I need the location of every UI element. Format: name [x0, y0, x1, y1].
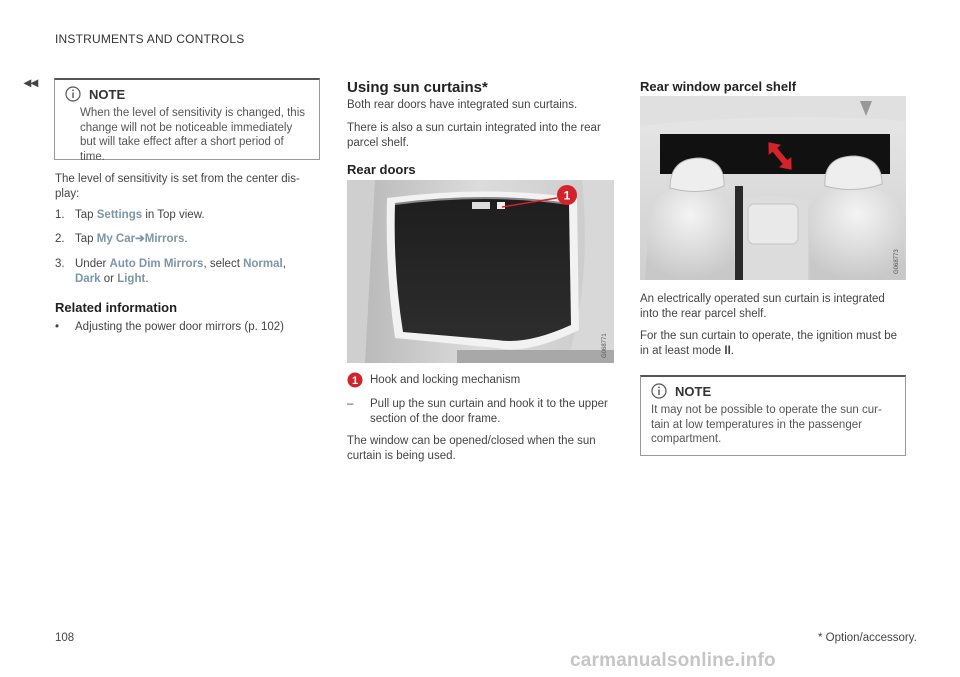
dash-item-text: Pull up the sun curtain and hook it to the upper section of the door frame. [370, 398, 608, 425]
page-number: 108 [55, 632, 75, 644]
step-text: . [145, 272, 149, 285]
step-text: , [282, 258, 286, 270]
dark-link[interactable]: Dark [75, 272, 101, 285]
note-body: When the level of sensitivity is changed, this change will not be noticeable immediately but will take effect after a short period of time. [80, 107, 306, 163]
note-title: NOTE [675, 383, 712, 399]
step-text: or [100, 272, 118, 285]
light-link[interactable]: Light [117, 272, 146, 285]
my-car-link[interactable]: My Car [96, 233, 136, 245]
ignition-mode: II [724, 344, 731, 357]
step-text: , select [203, 258, 244, 270]
image-code: G068773 [894, 249, 900, 274]
callout-icon [347, 372, 363, 388]
callout-icon-number: 1 [351, 375, 359, 387]
subsection-title: Rear doors [347, 162, 416, 177]
bullet-icon: • [55, 321, 60, 333]
step-text: Tap [75, 209, 97, 221]
callout-number: 1 [563, 188, 571, 203]
intro-text: The level of sensitivity is set from the center dis- play: [55, 173, 300, 200]
paragraph-text: For the sun curtain to operate, the ignition must be in at least mode [640, 330, 897, 357]
step-number: 1. [55, 209, 65, 221]
step-number: 3. [55, 258, 65, 270]
normal-link[interactable]: Normal [243, 258, 283, 270]
related-link[interactable]: Adjusting the power door mirrors (p. 102) [75, 321, 285, 333]
note-header [55, 80, 319, 104]
rear-door-sun-curtain-image [347, 180, 614, 363]
step-1 [55, 208, 320, 223]
arrow-right-icon: ➔ [135, 233, 145, 245]
related-info-title: Related information [55, 300, 178, 315]
step-2 [55, 232, 320, 247]
watermark: carmanualsonline.info [570, 650, 776, 671]
dash-bullet: – [347, 398, 354, 410]
section-title: Rear window parcel shelf [640, 79, 797, 94]
paragraph: Both rear doors have integrated sun curtains. [347, 99, 578, 111]
paragraph: There is also a sun curtain integrated into the rear parcel shelf. [347, 122, 601, 149]
dash-list-item [347, 397, 615, 426]
note-box [640, 375, 906, 456]
note-header [641, 377, 905, 401]
note-box [54, 78, 320, 163]
rear-parcel-shelf-image [640, 96, 906, 280]
note-body: It may not be possible to operate the sun cur- tain at low temperatures in the passenger compartment. [651, 404, 882, 445]
step-text: . [184, 233, 188, 245]
image-code: G068771 [602, 333, 608, 358]
paragraph: The window can be opened/closed when the sun curtain is being used. [347, 435, 596, 462]
footnote: * Option/accessory. [818, 632, 917, 644]
mirrors-link[interactable]: Mirrors [144, 233, 185, 245]
back-navigation-icon[interactable]: ◂◂ [24, 74, 39, 90]
step-3 [55, 257, 320, 286]
callout-label: Hook and locking mechanism [370, 374, 521, 386]
auto-dim-mirrors-link[interactable]: Auto Dim Mirrors [109, 258, 204, 270]
step-text: Under [75, 258, 110, 270]
info-icon [651, 383, 667, 399]
related-list-item [55, 320, 320, 335]
settings-link[interactable]: Settings [96, 209, 143, 221]
info-icon [65, 86, 81, 102]
step-text: in Top view. [142, 209, 205, 221]
step-number: 2. [55, 233, 65, 245]
paragraph: An electrically operated sun curtain is integrated into the rear parcel shelf. [640, 293, 885, 320]
step-text: Tap [75, 233, 97, 245]
note-title: NOTE [89, 86, 126, 102]
section-header: INSTRUMENTS AND CONTROLS [55, 32, 245, 46]
paragraph [640, 329, 906, 358]
paragraph-text: . [730, 344, 734, 357]
section-title: Using sun curtains* [347, 79, 488, 96]
